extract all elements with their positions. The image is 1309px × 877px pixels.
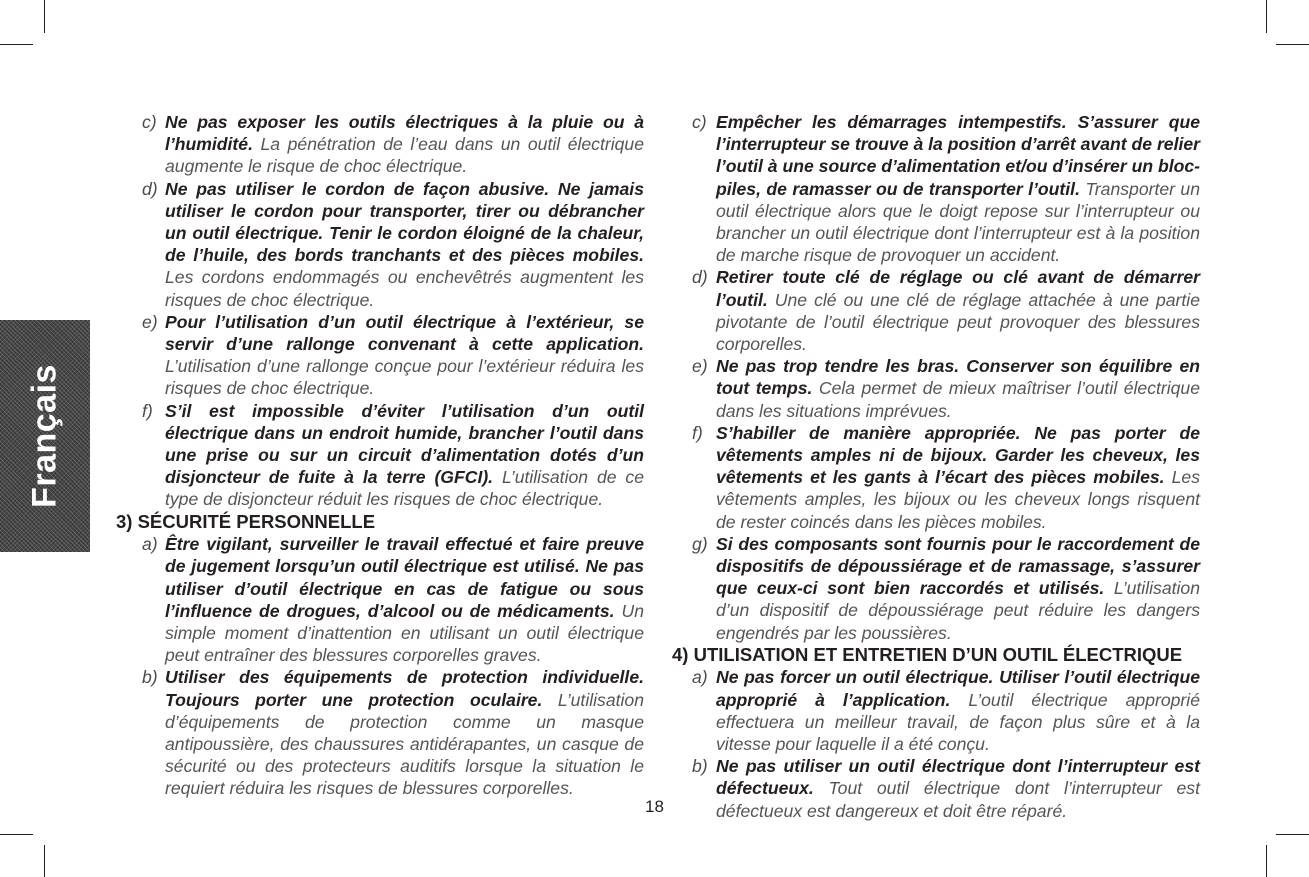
item-body-text: L’utilisation d’un dispositif de dépoussiérage peut réduire les dangers engendrés par les poussières. — [716, 578, 1200, 643]
item-letter: d) — [142, 178, 158, 199]
right-column — [672, 111, 1200, 822]
item-lead-text: Retirer toute clé de réglage ou clé avant de démarrer l’outil. — [716, 267, 1200, 310]
item-lead-text: S’il est impossible d’éviter l’utilisation d’un outil électrique dans un endroit humide, brancher l’outil dans une prise ou sur un circuit d’alimentation dotés d’un disjoncteur de fuite à la terre (GFCI). — [165, 400, 644, 488]
crop-mark — [0, 834, 33, 835]
item-letter: g) — [692, 533, 708, 554]
item-letter: b) — [142, 667, 158, 688]
item-body-text: Cela permet de mieux maîtriser l’outil électrique dans les situations imprévues. — [716, 378, 1200, 421]
item-body-text: L’utilisation d’équipements de protection comme un masque antipoussière, des chaussures antidérapantes, un casque de sécurité ou des protecteurs auditifs lorsque la situation le requiert réduira les risques de blessures corporelles. — [165, 689, 644, 799]
language-tab-label: Français — [25, 364, 64, 508]
safety-item-f-left — [110, 400, 644, 511]
crop-mark — [44, 0, 45, 33]
item-lead-text: Ne pas trop tendre les bras. Conserver son équilibre en tout temps. — [716, 356, 1200, 399]
item-lead-text: Ne pas forcer un outil électrique. Utiliser l’outil électrique approprié à l’application. — [716, 667, 1200, 710]
crop-mark — [1276, 834, 1309, 835]
item-body-text: Un simple moment d’inattention en utilisant un outil électrique peut entraîner des blessures corporelles graves. — [165, 600, 644, 666]
item-body-text: L’utilisation de ce type de disjoncteur réduit les risques de choc électrique. — [165, 467, 644, 510]
safety-item-a-tool-use — [672, 666, 1200, 755]
item-letter: a) — [692, 667, 708, 688]
safety-item-e-right — [672, 355, 1200, 422]
item-lead-text: Ne pas utiliser le cordon de façon abusive. Ne jamais utiliser le cordon pour transporter, tirer ou débrancher un outil électrique. Tenir le cordon éloigné de la chaleur, de l’huile, des bords tranchants et des pièces mobiles. — [165, 178, 644, 266]
item-body-text: Les cordons endommagés ou enchevêtrés augmentent les risques de choc électrique. — [165, 267, 644, 310]
item-letter: c) — [142, 112, 157, 132]
crop-mark — [1266, 845, 1267, 877]
item-letter: e) — [142, 311, 158, 332]
safety-item-c-left — [110, 111, 644, 178]
section-heading-personal-safety: 3) SÉCURITÉ PERSONNELLE — [116, 510, 376, 532]
item-lead-text: Utiliser des équipements de protection individuelle. Toujours porter une protection oculaire. — [165, 667, 644, 710]
crop-mark — [0, 44, 33, 45]
item-letter: e) — [692, 356, 708, 377]
safety-item-g-right — [672, 533, 1200, 644]
crop-mark — [44, 845, 45, 877]
item-lead-text: Empêcher les démarrages intempestifs. S’assurer que l’interrupteur se trouve à la position d’arrêt avant de relier l’outil à une source d’alimentation et/ou d’insérer un bloc-piles, de ramasser ou de transporter l’outil. — [716, 112, 1200, 199]
safety-item-c-right — [672, 111, 1200, 266]
item-lead-text: Ne pas exposer les outils électriques à la pluie ou à l’humidité. — [165, 112, 644, 155]
safety-item-f-right — [672, 422, 1200, 533]
item-letter: f) — [692, 422, 703, 443]
left-column — [110, 111, 644, 800]
safety-item-d-right — [672, 266, 1200, 355]
page-number: 18 — [645, 797, 664, 816]
safety-item-d-left — [110, 178, 644, 311]
item-body-text: L’utilisation d’une rallonge conçue pour l’extérieur réduira les risques de choc électrique. — [165, 356, 644, 399]
item-lead-text: S’habiller de manière appropriée. Ne pas porter de vêtements amples ni de bijoux. Garder les cheveux, les vêtements et les gants à l’écart des pièces mobiles. — [716, 422, 1200, 488]
item-letter: c) — [692, 112, 707, 132]
item-body-text: Une clé ou une clé de réglage attachée à une partie pivotante de l’outil électrique peut provoquer des blessures corporelles. — [716, 289, 1200, 355]
crop-mark — [1276, 44, 1309, 45]
section-heading-tool-use: 4) UTILISATION ET ENTRETIEN D’UN OUTIL ÉLECTRIQUE — [672, 643, 1183, 665]
item-lead-text: Être vigilant, surveiller le travail effectué et faire preuve de jugement lorsqu’un outil électrique est utilisé. Ne pas utiliser d’outil électrique en cas de fatigue ou sous l’influence de drogues, d’alcool ou de médicaments. — [165, 534, 644, 621]
item-letter: a) — [142, 534, 158, 555]
item-body-text: Transporter un outil électrique alors que le doigt repose sur l’interrupteur ou brancher un outil électrique dont l’interrupteur est à la position de marche risque de provoquer un accident. — [716, 178, 1200, 266]
safety-item-e-left — [110, 311, 644, 400]
item-body-text: Tout outil électrique dont l’interrupteur est défectueux est dangereux et doit être réparé. — [716, 778, 1200, 821]
item-body-text: L’outil électrique approprié effectuera un meilleur travail, de façon plus sûre et à la vitesse pour laquelle il a été conçu. — [716, 689, 1200, 754]
item-letter: b) — [692, 756, 708, 777]
safety-item-a-personal — [110, 533, 644, 666]
crop-mark — [1266, 0, 1267, 33]
item-lead-text: Si des composants sont fournis pour le raccordement de dispositifs de dépoussiérage et de ramassage, s’assurer que ceux-ci sont bien raccordés et utilisés. — [716, 533, 1200, 599]
item-body-text: Les vêtements amples, les bijoux ou les cheveux longs risquent de rester coincés dans les pièces mobiles. — [716, 467, 1200, 532]
item-lead-text: Ne pas utiliser un outil électrique dont l’interrupteur est défectueux. — [716, 756, 1200, 799]
item-letter: d) — [692, 267, 708, 288]
safety-item-b-personal — [110, 666, 644, 799]
item-letter: f) — [142, 400, 153, 421]
item-lead-text: Pour l’utilisation d’un outil électrique à l’extérieur, se servir d’une rallonge convenant à cette application. — [165, 311, 644, 355]
item-body-text: La pénétration de l’eau dans un outil électrique augmente le risque de choc électrique. — [165, 134, 644, 177]
